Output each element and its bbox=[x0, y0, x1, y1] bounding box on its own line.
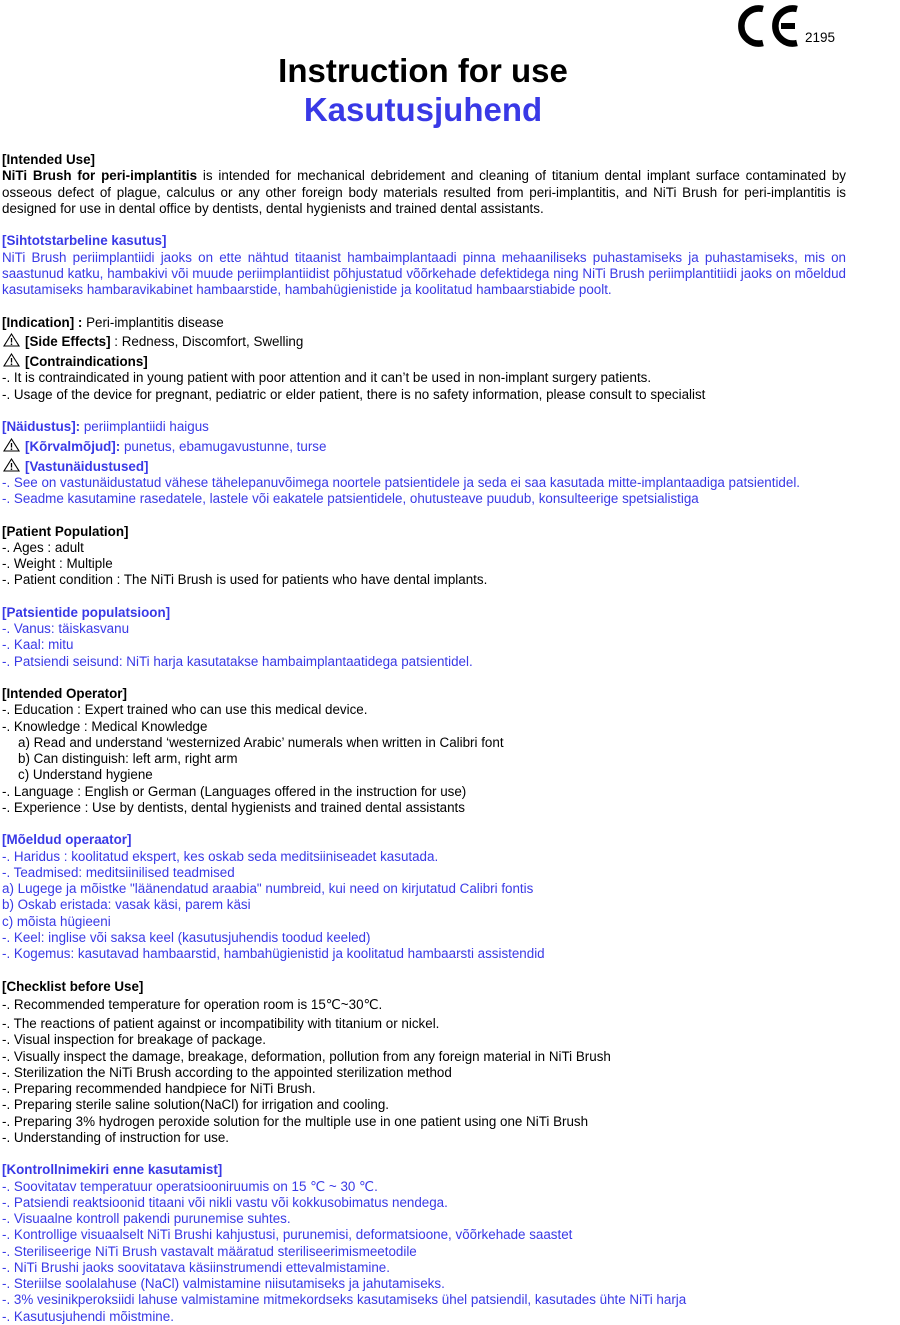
ce-mark-logo bbox=[735, 4, 845, 48]
list-item: b) Oskab eristada: vasak käsi, parem käsi bbox=[2, 897, 251, 913]
list-sub-item: a) Read and understand ‘westernized Arabic’ numerals when written in Calibri font bbox=[18, 734, 504, 750]
list-sub-item: c) Understand hygiene bbox=[18, 767, 153, 783]
list-item: -. Preparing recommended handpiece for NiTi Brush. bbox=[2, 1081, 316, 1096]
list-item: -. 3% vesinikperoksiidi lahuse valmistamine mitmekordseks kasutamiseks ühel patsiendil, kasutades ühte NiTi harja bbox=[2, 1292, 687, 1308]
list-item: -. Steriilse soolalahuse (NaCl) valmistamine niisutamiseks ja jahutamiseks. bbox=[2, 1276, 445, 1291]
list-item: -. The reactions of patient against or incompatibility with titanium or nickel. bbox=[2, 1016, 440, 1031]
list-item: -. Kaal: mitu bbox=[2, 637, 74, 653]
patient-population-en-heading: [Patient Population] bbox=[2, 523, 129, 539]
indication-et-value: periimplantiidi haigus bbox=[80, 419, 209, 434]
warning-triangle-icon bbox=[3, 438, 20, 452]
list-item: -. Preparing sterile saline solution(NaCl) for irrigation and cooling. bbox=[2, 1097, 390, 1113]
patient-population-et-heading: [Patsientide populatsioon] bbox=[2, 604, 171, 620]
checklist-en-section bbox=[2, 979, 846, 1147]
side-effects-et-label: [Kõrvalmõjud]: bbox=[25, 438, 121, 454]
intended-use-et-text: NiTi Brush periimplantiidi jaoks on ette nähtud titaanist hambaimplantaadi pinna mehaaniliseks puhastamiseks ja puhastamiseks, mis on saastunud katku, hambakivi või muude periimplantiidist põhjustatud võõrkehade defektidega ning NiTi Brush periimplantitiidi jaoks on mõeldud kasutamiseks hambaravikabinet hambaarstide, hambahügienistide ja koolitatud hambaarstiabide poolt. bbox=[2, 249, 846, 297]
list-item: -. It is contraindicated in young patient with poor attention and it can’t be used in non-implant surgery patients. bbox=[2, 370, 652, 386]
checklist-et-section bbox=[2, 1162, 846, 1325]
intended-operator-en-heading: [Intended Operator] bbox=[2, 686, 127, 701]
list-item: -. Visuaalne kontroll pakendi purunemise suhtes. bbox=[2, 1211, 291, 1226]
ce-notified-body-number: 2195 bbox=[805, 30, 836, 45]
indication-et-line bbox=[2, 419, 846, 435]
list-item: -. Ages : adult bbox=[2, 539, 84, 555]
list-sub-item: b) Can distinguish: left arm, right arm bbox=[18, 751, 238, 766]
list-item: -. Teadmised: meditsiinilised teadmised bbox=[2, 864, 235, 880]
side-effects-en-line bbox=[2, 333, 846, 350]
ce-mark-icon bbox=[735, 4, 803, 48]
indication-en-label: [Indication] : bbox=[2, 314, 83, 330]
contraindications-et-label: [Vastunäidustused] bbox=[25, 458, 149, 474]
list-item: -. Haridus : koolitatud ekspert, kes oskab seda meditsiiniseadet kasutada. bbox=[2, 848, 439, 864]
intended-use-en-heading: [Intended Use] bbox=[2, 152, 95, 167]
contraindications-en-label: [Contraindications] bbox=[25, 354, 148, 369]
intended-use-et-section bbox=[2, 233, 846, 298]
intended-operator-et-section bbox=[2, 832, 846, 962]
intended-operator-et-heading: [Mõeldud operaator] bbox=[2, 832, 132, 848]
list-item: -. Weight : Multiple bbox=[2, 556, 113, 571]
intended-use-et-heading: [Sihtotstarbeline kasutus] bbox=[2, 233, 167, 249]
title-estonian: Kasutusjuhend bbox=[303, 91, 543, 128]
warning-triangle-icon bbox=[3, 333, 20, 347]
side-effects-en-value: : Redness, Discomfort, Swelling bbox=[110, 334, 304, 350]
checklist-en-heading: [Checklist before Use] bbox=[2, 978, 144, 994]
contraindications-et-line bbox=[2, 458, 846, 475]
patient-population-en-section bbox=[2, 524, 846, 589]
patient-population-et-section bbox=[2, 605, 846, 670]
list-item: -. Keel: inglise või saksa keel (kasutusjuhendis toodud keeled) bbox=[2, 929, 371, 945]
list-item: -. Recommended temperature for operation room is 15℃~30℃. bbox=[2, 997, 383, 1013]
checklist-et-heading: [Kontrollnimekiri enne kasutamist] bbox=[2, 1162, 223, 1178]
side-effects-en-label: [Side Effects] bbox=[25, 334, 111, 350]
list-item: a) Lugege ja mõistke "läänendatud araabia" numbreid, kui need on kirjutatud Calibri fontis bbox=[2, 881, 534, 896]
indication-et-label: [Näidustus]: bbox=[2, 419, 81, 434]
intended-use-en-section bbox=[2, 152, 846, 217]
list-item: -. Language : English or German (Languages offered in the instruction for use) bbox=[2, 783, 467, 799]
title-english: Instruction for use bbox=[278, 52, 568, 89]
side-effects-et-value: punetus, ebamugavustunne, turse bbox=[120, 438, 327, 454]
product-name: NiTi Brush for peri-implantitis bbox=[2, 168, 198, 184]
list-item: -. Kogemus: kasutavad hambaarstid, hambahügienistid ja koolitatud hambaarsti assistendid bbox=[2, 946, 545, 961]
list-item: -. Steriliseerige NiTi Brush vastavalt määratud steriliseerimismeetodile bbox=[2, 1243, 417, 1259]
list-item: -. Soovitatav temperatuur operatsiooniruumis on 15 ℃ ~ 30 ℃. bbox=[2, 1178, 378, 1194]
warning-triangle-icon bbox=[3, 458, 20, 472]
list-item: -. See on vastunäidustatud vähese tähelepanuvõimega noortele patsientidele ja seda ei saa kasutada mitte-implantaadiga patsientidel. bbox=[2, 474, 801, 490]
intended-use-en-text bbox=[2, 168, 846, 217]
list-item: -. Patsiendi seisund: NiTi harja kasutatakse hambaimplantaatidega patsientidel. bbox=[2, 653, 473, 669]
indication-en-section bbox=[2, 315, 846, 403]
contraindications-en-line bbox=[2, 353, 846, 370]
side-effects-et-line bbox=[2, 438, 846, 455]
list-item: -. Kontrollige visuaalselt NiTi Brushi kahjustusi, purunemisi, deformatsioone, võõrkehade saastet bbox=[2, 1227, 573, 1243]
list-item: -. Knowledge : Medical Knowledge bbox=[2, 718, 208, 734]
list-item: -. Visually inspect the damage, breakage, deformation, pollution from any foreign material in NiTi Brush bbox=[2, 1048, 611, 1064]
intended-use-en-body: is intended for mechanical debridement and cleaning of titanium dental implant surface contaminated by osseous defect of plague, calculus or any other foreign body materials resulted from peri-implantitis, and NiTi Brush for peri-implantitis is designed for use in dental office by dentists, dental hygienists and trained dental assistants. bbox=[2, 168, 846, 216]
list-item: -. Patsiendi reaktsioonid titaani või nikli vastu või kokkusobimatus nendega. bbox=[2, 1194, 448, 1210]
list-item: -. Understanding of instruction for use. bbox=[2, 1129, 230, 1145]
warning-triangle-icon bbox=[3, 353, 20, 367]
list-item: -. Visual inspection for breakage of package. bbox=[2, 1032, 267, 1048]
list-item: -. Seadme kasutamine rasedatele, lastele või eakatele patsientidele, ohutusteave puudub, konsulteerige spetsialistiga bbox=[2, 491, 699, 506]
list-item: -. Vanus: täiskasvanu bbox=[2, 621, 130, 636]
indication-et-section bbox=[2, 419, 846, 507]
list-item: -. Preparing 3% hydrogen peroxide solution for the multiple use in one patient using one NiTi Brush bbox=[2, 1113, 589, 1129]
intended-operator-en-section bbox=[2, 686, 846, 816]
list-item: -. Experience : Use by dentists, dental hygienists and trained dental assistants bbox=[2, 799, 465, 815]
list-item: -. Patient condition : The NiTi Brush is used for patients who have dental implants. bbox=[2, 572, 488, 588]
list-item: -. NiTi Brushi jaoks soovitatava käsiinstrumendi ettevalmistamine. bbox=[2, 1259, 390, 1275]
list-item: -. Kasutusjuhendi mõistmine. bbox=[2, 1308, 174, 1324]
list-item: -. Usage of the device for pregnant, pediatric or elder patient, there is no safety information, please consult to specialist bbox=[2, 386, 706, 402]
indication-en-line bbox=[2, 315, 846, 331]
list-item: c) mõista hügieeni bbox=[2, 913, 111, 929]
list-item: -. Sterilization the NiTi Brush according to the appointed sterilization method bbox=[2, 1064, 452, 1080]
indication-en-value: Peri-implantitis disease bbox=[82, 314, 224, 330]
document-body bbox=[2, 152, 846, 1325]
list-item: -. Education : Expert trained who can use this medical device. bbox=[2, 702, 368, 718]
